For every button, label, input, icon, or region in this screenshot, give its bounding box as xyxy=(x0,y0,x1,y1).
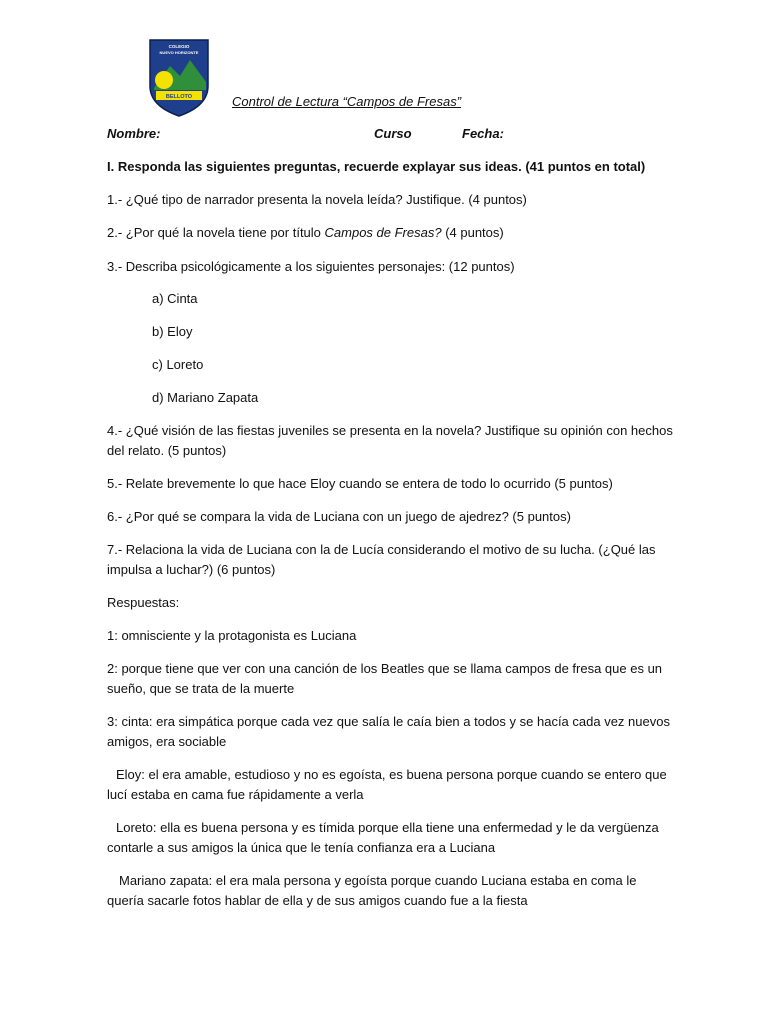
question-1: 1.- ¿Qué tipo de narrador presenta la novela leída? Justifique. (4 puntos) xyxy=(107,192,527,207)
answer-eloy-line-2: lucí estaba en cama fue rápidamente a verla xyxy=(107,787,364,802)
question-4-line-1: 4.- ¿Qué visión de las fiestas juveniles se presenta en la novela? Justifique su opinión con hechos xyxy=(107,423,673,438)
question-3-option-b: b) Eloy xyxy=(152,324,193,339)
question-4-line-2: del relato. (5 puntos) xyxy=(107,443,227,458)
question-2-suffix: (4 puntos) xyxy=(441,225,504,240)
question-7-line-1: 7.- Relaciona la vida de Luciana con la de Lucía considerando el motivo de su lucha. (¿Qué las xyxy=(107,542,656,557)
answer-3-line-1: 3: cinta: era simpática porque cada vez que salía le caía bien a todos y se hacía cada vez nuevos xyxy=(107,714,670,729)
question-2-prefix: 2.- ¿Por qué la novela tiene por título xyxy=(107,225,325,240)
document-title: Control de Lectura “Campos de Fresas” xyxy=(232,94,462,109)
curso-label: Curso xyxy=(374,126,412,141)
answer-loreto-line-2: contarle a sus amigos la única que le tenía confianza era a Luciana xyxy=(107,840,496,855)
crest-text-line1: COLEGIO xyxy=(168,44,190,49)
answer-mariano-line-2: quería sacarle fotos hablar de ella y de sus amigos cuando fue a la fiesta xyxy=(107,893,528,908)
answers-heading: Respuestas: xyxy=(107,595,180,610)
question-3-option-d: d) Mariano Zapata xyxy=(152,390,259,405)
crest-text-line2: NUEVO HORIZONTE xyxy=(159,50,199,55)
nombre-label: Nombre: xyxy=(107,126,161,141)
answer-mariano-line-1: Mariano zapata: el era mala persona y egoísta porque cuando Luciana estaba en coma le xyxy=(119,873,637,888)
question-2 xyxy=(107,223,504,243)
answer-2-line-2: sueño, que se trata de la muerte xyxy=(107,681,295,696)
question-2-title: Campos de Fresas? xyxy=(324,225,442,240)
answer-2-line-1: 2: porque tiene que ver con una canción de los Beatles que se llama campos de fresa que es un xyxy=(107,661,663,676)
answer-loreto-line-1: Loreto: ella es buena persona y es tímida porque ella tiene una enfermedad y le da vergüenza xyxy=(116,820,659,835)
question-6: 6.- ¿Por qué se compara la vida de Luciana con un juego de ajedrez? (5 puntos) xyxy=(107,509,571,524)
question-3: 3.- Describa psicológicamente a los siguientes personajes: (12 puntos) xyxy=(107,259,515,274)
question-5: 5.- Relate brevemente lo que hace Eloy cuando se entera de todo lo ocurrido (5 puntos) xyxy=(107,476,613,491)
instructions: I. Responda las siguientes preguntas, recuerde explayar sus ideas. (41 puntos en total) xyxy=(107,159,646,174)
question-3-option-c: c) Loreto xyxy=(152,357,204,372)
answer-3-line-2: amigos, era sociable xyxy=(107,734,227,749)
crest-banner-text: BELLOTO xyxy=(165,94,193,100)
question-7-line-2: impulsa a luchar?) (6 puntos) xyxy=(107,562,276,577)
answer-eloy-line-1: Eloy: el era amable, estudioso y no es egoísta, es buena persona porque cuando se entero que xyxy=(116,767,667,782)
school-crest-logo xyxy=(148,38,210,118)
answer-1: 1: omnisciente y la protagonista es Luciana xyxy=(107,628,357,643)
question-3-option-a: a) Cinta xyxy=(152,291,198,306)
fecha-label: Fecha: xyxy=(462,126,504,141)
